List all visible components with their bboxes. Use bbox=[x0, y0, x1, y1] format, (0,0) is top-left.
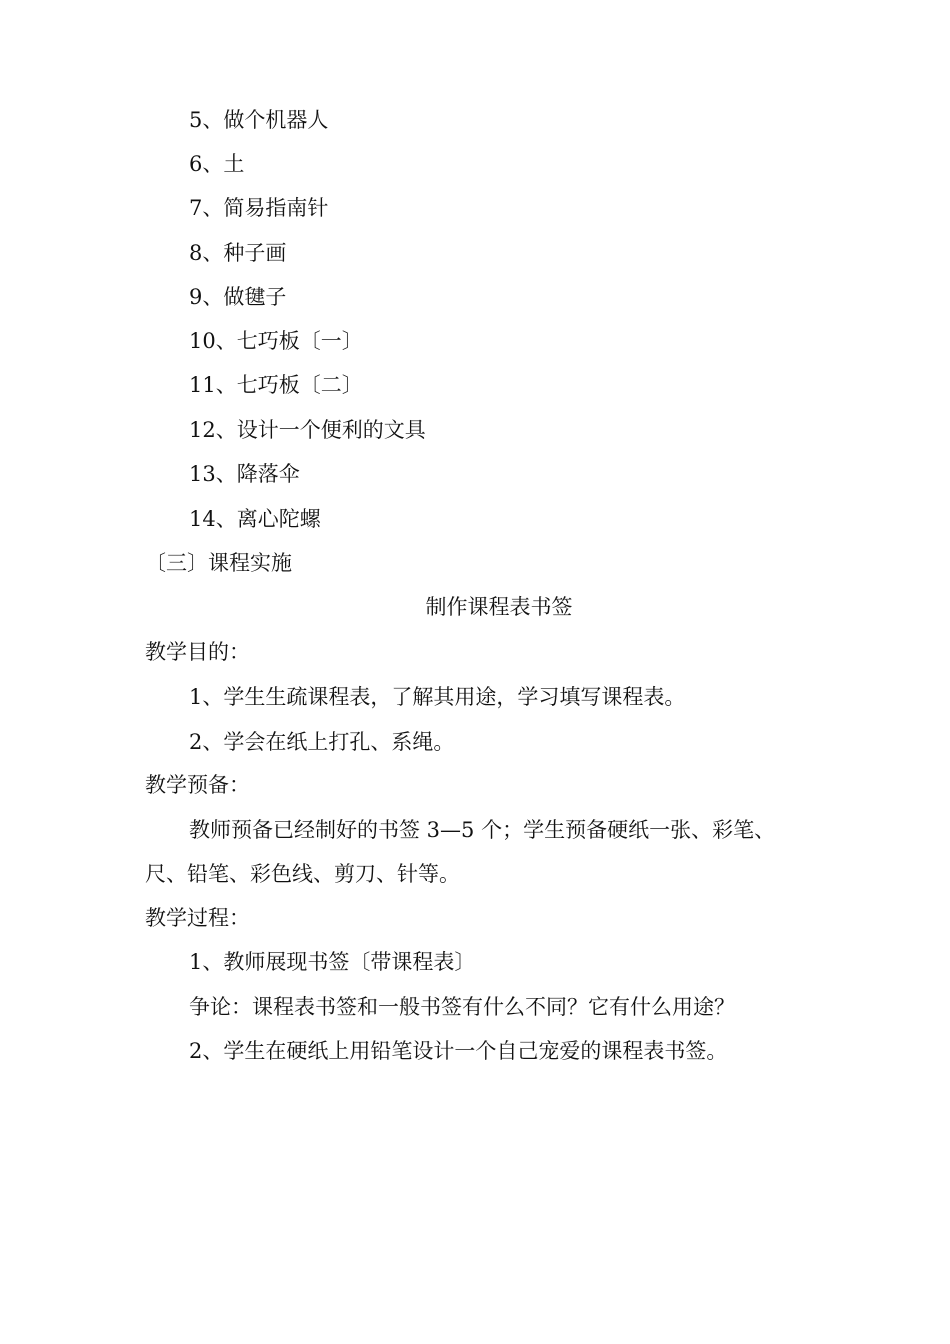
section-heading: 〔三〕课程实施 bbox=[145, 551, 292, 575]
preparation-heading: 教学预备： bbox=[145, 773, 250, 797]
objective-item: 1、学生生疏课程表，了解其用途，学习填写课程表。 bbox=[189, 685, 686, 709]
course-list-item: 8、种子画 bbox=[189, 241, 287, 265]
course-list-item: 9、做毽子 bbox=[189, 285, 287, 309]
objectives-heading: 教学目的： bbox=[145, 640, 250, 664]
process-heading: 教学过程： bbox=[145, 906, 250, 930]
process-item: 争论：课程表书签和一般书签有什么不同？它有什么用途？ bbox=[189, 995, 735, 1019]
course-list-item: 6、土 bbox=[189, 152, 245, 176]
course-list-item: 12、设计一个便利的文具 bbox=[189, 418, 426, 442]
process-item: 2、学生在硬纸上用铅笔设计一个自己宠爱的课程表书签。 bbox=[189, 1039, 728, 1063]
course-list-item: 13、降落伞 bbox=[189, 462, 300, 486]
course-list-item: 11、七巧板〔二〕 bbox=[189, 373, 363, 397]
process-item: 1、教师展现书签〔带课程表〕 bbox=[189, 950, 476, 974]
objective-item: 2、学会在纸上打孔、系绳。 bbox=[189, 730, 455, 754]
preparation-text: 教师预备已经制好的书签 3—5 个；学生预备硬纸一张、彩笔、 bbox=[189, 818, 776, 842]
lesson-title: 制作课程表书签 bbox=[425, 595, 573, 619]
course-list-item: 7、简易指南针 bbox=[189, 196, 329, 220]
preparation-text-continued: 尺、铅笔、彩色线、剪刀、针等。 bbox=[145, 862, 460, 886]
course-list-item: 10、七巧板〔一〕 bbox=[189, 329, 363, 353]
course-list-item: 5、做个机器人 bbox=[189, 108, 329, 132]
course-list-item: 14、离心陀螺 bbox=[189, 507, 321, 531]
